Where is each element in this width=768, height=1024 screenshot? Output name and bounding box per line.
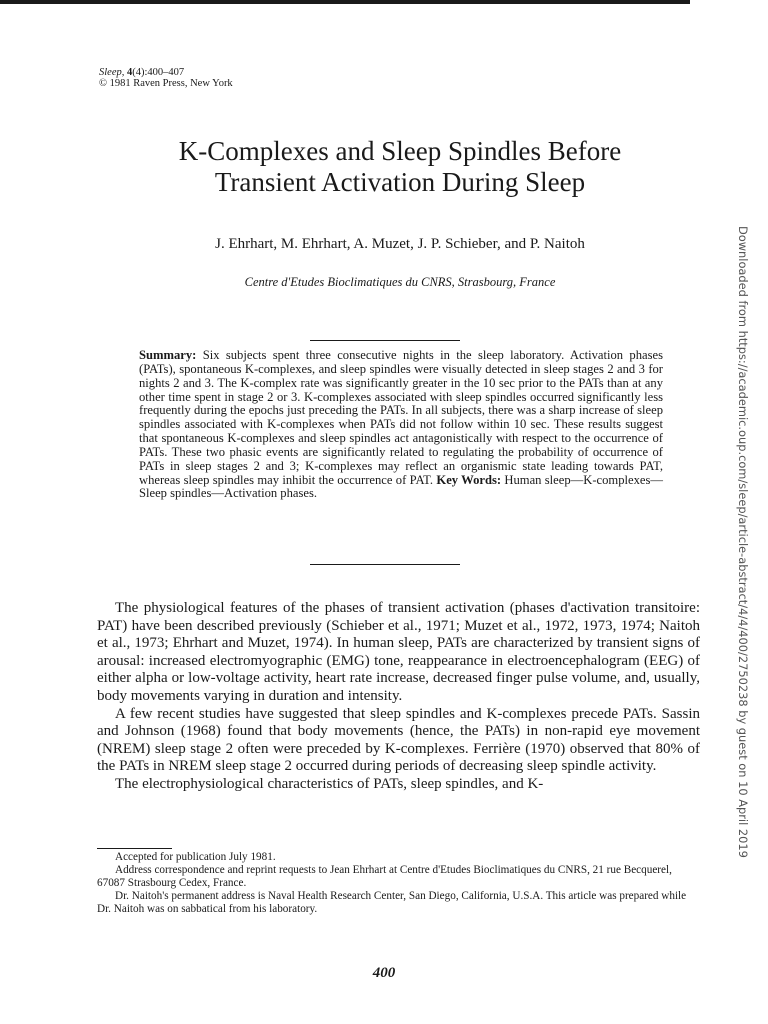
summary-bottom-rule: [310, 564, 460, 565]
journal-citation: [99, 67, 233, 89]
journal-copyright: © 1981 Raven Press, New York: [99, 78, 233, 89]
article-affiliation: Centre d'Etudes Bioclimatiques du CNRS, Strasbourg, France: [244, 275, 556, 289]
footnote-accepted: Accepted for publication July 1981.: [115, 851, 276, 863]
page-number: 400: [372, 965, 396, 981]
article-title-line-2: Transient Activation During Sleep: [214, 167, 586, 197]
body-text: [97, 600, 700, 794]
body-paragraph-3: The electrophysiological characteristics of PATs, sleep spindles, and K-: [115, 775, 544, 792]
summary-text: Six subjects spent three consecutive nights in the sleep laboratory. Activation phases (PATs), spontaneous K-complexes, and sleep spindles were visually detected in sleep stages 2 and 3 for nights 2 and 3. The K-complex rate was significantly greater in the 10 sec prior to the PATs than at any other time spent in stage 2 or 3. K-complexes associated with sleep spindles occurred significantly less frequently during the epochs just preceding the PATs. In all subjects, there was a sharp increase of sleep spindles associated with K-complexes when PATs did not follow within 10 sec. These results suggest that spontaneous K-complexes and sleep spindles act antagonistically with respect to the occurrence of PATs. These two phasic events are significantly related to regulating the probability of occurrence of PATs in sleep stages 2 and 3; K-complexes may reflect an organismic state leading towards PAT, whereas sleep spindles may inhibit the occurrence of PAT.: [139, 348, 663, 487]
journal-issue-pages: (4):400–407: [132, 67, 185, 78]
footnote-rule: [97, 848, 172, 849]
top-rule: [0, 0, 690, 4]
summary-label: Summary:: [139, 348, 197, 362]
journal-volume-line: [99, 67, 233, 78]
article-authors: J. Ehrhart, M. Ehrhart, A. Muzet, J. P. Schieber, and P. Naitoh: [215, 236, 585, 252]
footnotes: [97, 851, 700, 916]
footnote-permanent-address: Dr. Naitoh's permanent address is Naval Health Research Center, San Diego, California, U.S.A. This article was prepared while Dr. Naitoh was on sabbatical from his laboratory.: [97, 890, 687, 916]
summary-top-rule: [310, 340, 460, 341]
body-paragraph-2: A few recent studies have suggested that sleep spindles and K-complexes precede PATs. Sassin and Johnson (1968) found that body movements (hence, the PATs) in non-rapid eye movement (NREM) sleep stage 2 often were preceded by K-complexes. Ferrière (1970) observed that 80% of the PATs in NREM sleep stage 2 occurred during periods of decreasing sleep spindle activity.: [97, 705, 700, 775]
article-title: [60, 136, 740, 198]
footnote-correspondence: Address correspondence and reprint requests to Jean Ehrhart at Centre d'Etudes Bioclimatiques du CNRS, 21 rue Becquerel, 67087 Strasbourg Cedex, France.: [97, 864, 672, 890]
summary-block: [139, 349, 663, 501]
download-watermark: Downloaded from https://academic.oup.com/sleep/article-abstract/4/4/400/2750238 by guest on 10 April 2019: [736, 226, 750, 858]
journal-name: Sleep,: [99, 67, 125, 78]
keywords-label: Key Words:: [436, 472, 502, 487]
article-title-line-1: K-Complexes and Sleep Spindles Before: [178, 136, 622, 166]
body-paragraph-1: The physiological features of the phases of transient activation (phases d'activation transitoire: PAT) have been described previously (Schieber et al., 1971; Muzet et al., 1972, 1973, 1974; Naitoh et al., 1973; Ehrhart and Muzet, 1974). In human sleep, PATs are characterized by transient signs of arousal: increased electromyographic (EMG) tone, reappearance in electroencephalogram (EEG) of either alpha or low-voltage activity, heart rate increase, decreased finger pulse volume, and, usually, body movements varying in duration and intensity.: [97, 600, 700, 704]
keywords-text: Human sleep—K-complexes—Sleep spindles—Activation phases.: [139, 472, 663, 501]
journal-volume: 4: [127, 67, 133, 78]
